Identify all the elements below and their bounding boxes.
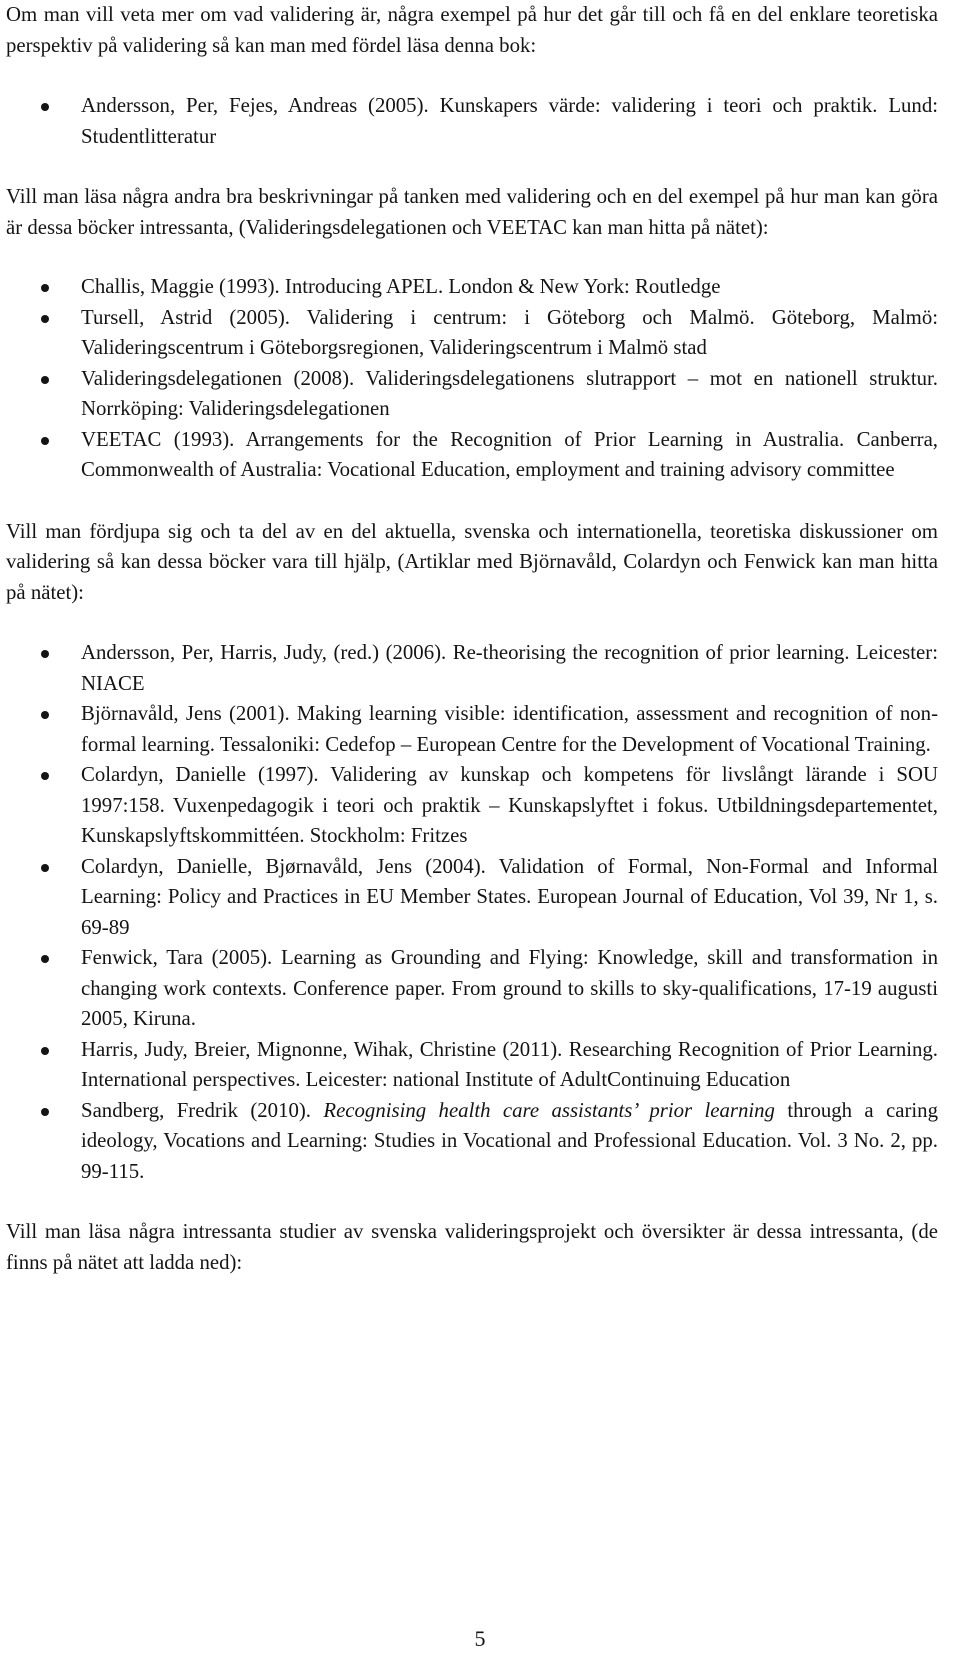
reference-title: Recognising health care assistants’ prior learning	[323, 1098, 775, 1122]
list-item	[6, 638, 938, 699]
list-item	[6, 425, 938, 486]
descriptions-reference-list	[6, 272, 938, 486]
list-item	[6, 699, 938, 760]
bullet-icon	[41, 437, 49, 445]
bullet-icon	[41, 711, 49, 719]
reference-text: Harris, Judy, Breier, Mignonne, Wihak, Christine (2011). Researching Recognition of Prior Learning. International perspectives. Leicester: national Institute of AdultContinuing Education	[81, 1037, 938, 1091]
page-number: 5	[474, 1626, 486, 1651]
bullet-icon	[41, 955, 49, 963]
list-item	[6, 1096, 938, 1188]
intro-paragraph: Om man vill veta mer om vad validering är, några exempel på hur det går till och få en del enklare teoretiska perspektiv på validering så kan man med fördel läsa denna bok:	[6, 3, 938, 57]
theory-reference-list	[6, 638, 938, 1187]
book-reference-list	[6, 91, 938, 152]
list-item	[6, 91, 938, 152]
reference-text: Fenwick, Tara (2005). Learning as Grounding and Flying: Knowledge, skill and transformation in changing work contexts. Conference paper. From ground to skills to sky-qualifications, 17-19 augusti 2005, Kiruna.	[81, 946, 938, 1030]
bullet-icon	[41, 315, 49, 323]
reference-text: Challis, Maggie (1993). Introducing APEL. London & New York: Routledge	[81, 275, 721, 298]
descriptions-paragraph: Vill man läsa några andra bra beskrivningar på tanken med validering och en del exempel på hur man kan göra är dessa böcker intressanta, (Valideringsdelegationen och VEETAC kan man hitta på nätet):	[6, 185, 938, 239]
reference-text: Tursell, Astrid (2005). Validering i centrum: i Göteborg och Malmö. Göteborg, Malmö: Valideringscentrum i Göteborgsregionen, Valideringscentrum i Malmö stad	[81, 305, 938, 359]
reference-text: Colardyn, Danielle (1997). Validering av kunskap och kompetens för livslångt lärande i SOU 1997:158. Vuxenpedagogik i teori och praktik – Kunskapslyftet i fokus. Utbildningsdepartementet, Kunskapslyftskommittéen. Stockholm: Fritzes	[81, 763, 938, 847]
list-item	[6, 364, 938, 425]
list-item	[6, 303, 938, 364]
reference-details: through a caring ideology, Vocations and Learning: Studies in Vocational and Professional Education. Vol. 3 No. 2, pp. 99-115.	[81, 1098, 938, 1183]
reference-text: Valideringsdelegationen (2008). Valideringsdelegationens slutrapport – mot en nationell struktur. Norrköping: Valideringsdelegationen	[81, 366, 938, 420]
bullet-icon	[41, 1047, 49, 1055]
list-item	[6, 852, 938, 944]
bullet-icon	[41, 376, 49, 384]
studies-paragraph: Vill man läsa några intressanta studier av svenska valideringsprojekt och översikter är dessa intressanta, (de finns på nätet att ladda ned):	[6, 1220, 938, 1274]
reference-text: Andersson, Per, Harris, Judy, (red.) (2006). Re-theorising the recognition of prior learning. Leicester: NIACE	[81, 641, 938, 695]
bullet-icon	[41, 864, 49, 872]
reference-text: Andersson, Per, Fejes, Andreas (2005). Kunskapers värde: validering i teori och praktik. Lund: Studentlitteratur	[81, 94, 938, 148]
list-item	[6, 760, 938, 852]
bullet-icon	[41, 284, 49, 292]
bullet-icon	[41, 650, 49, 658]
bullet-icon	[41, 103, 49, 111]
reference-text: Björnavåld, Jens (2001). Making learning visible: identification, assessment and recognition of non-formal learning. Tessaloniki: Cedefop – European Centre for the Development of Vocational Training.	[81, 702, 938, 756]
reference-author: Sandberg, Fredrik (2010).	[81, 1098, 324, 1122]
reference-text: VEETAC (1993). Arrangements for the Recognition of Prior Learning in Australia. Canberra, Commonwealth of Australia: Vocational Education, employment and training advisory committee	[81, 427, 938, 481]
list-item	[6, 272, 938, 303]
deepen-paragraph: Vill man fördjupa sig och ta del av en del aktuella, svenska och internationella, teoretiska diskussioner om validering så kan dessa böcker vara till hjälp, (Artiklar med Björnavåld, Colardyn och Fenwick kan man hitta på nätet):	[6, 519, 938, 604]
reference-text: Colardyn, Danielle, Bjørnavåld, Jens (2004). Validation of Formal, Non-Formal and Informal Learning: Policy and Practices in EU Member States. European Journal of Education, Vol 39, Nr 1, s. 69-89	[81, 854, 938, 939]
list-item	[6, 1035, 938, 1096]
list-item	[6, 943, 938, 1035]
bullet-icon	[41, 1108, 49, 1116]
bullet-icon	[41, 772, 49, 780]
